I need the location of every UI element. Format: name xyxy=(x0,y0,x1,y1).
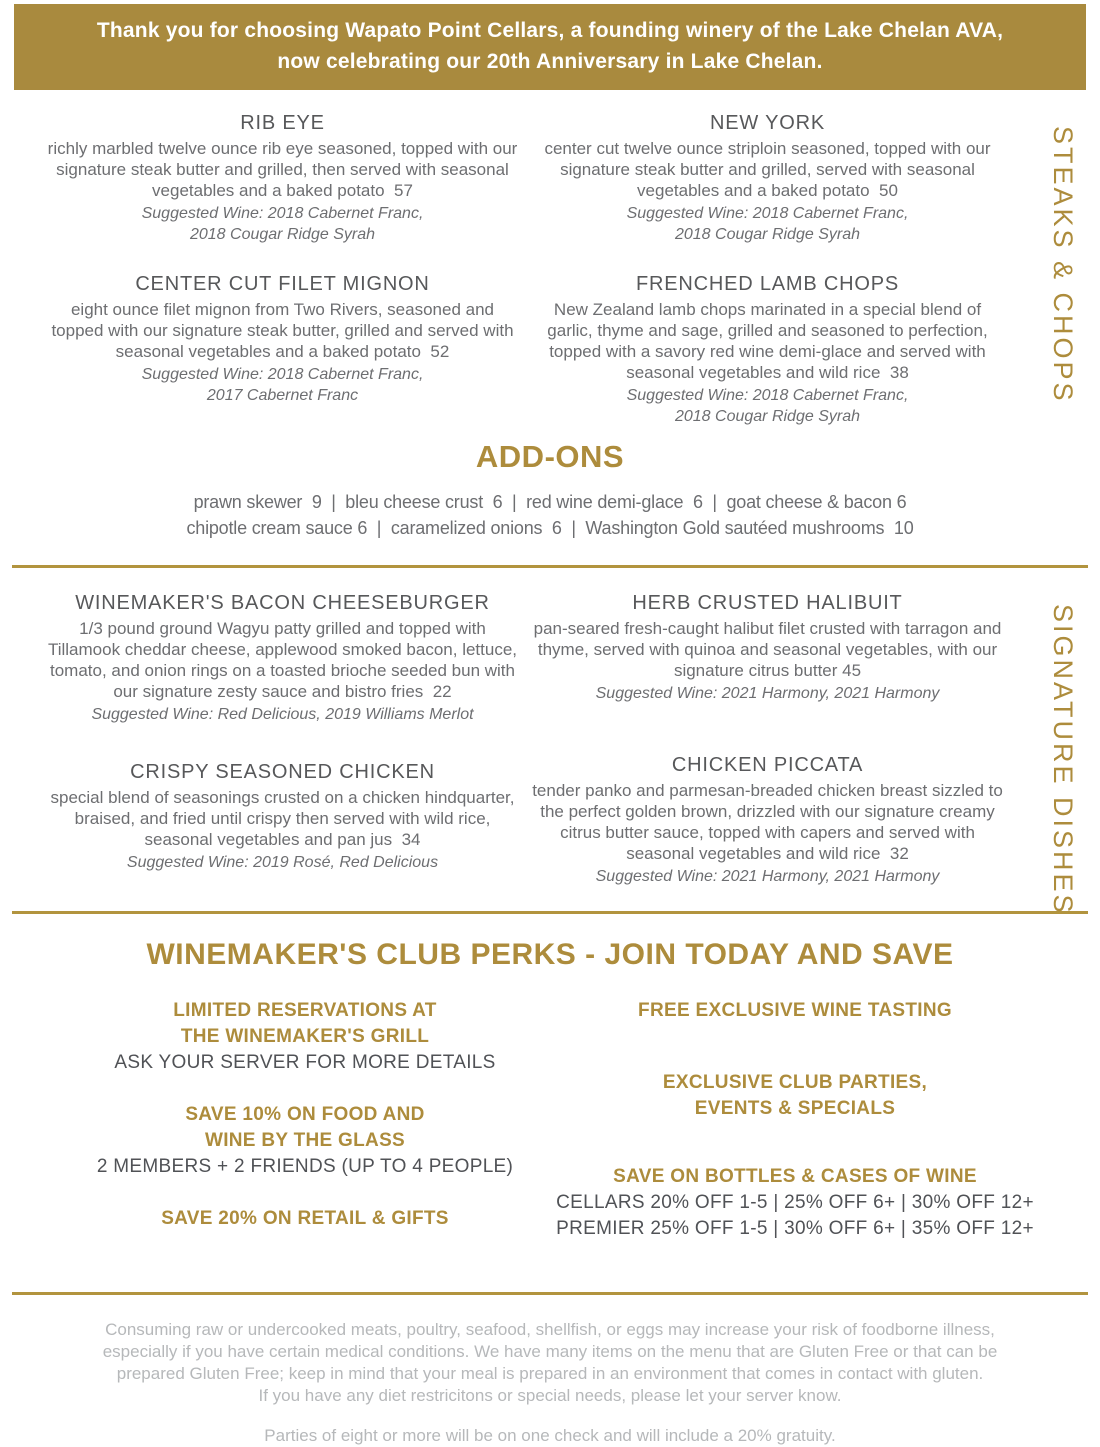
perk-save-bottles-cases xyxy=(556,1164,1034,1242)
perk-save-10-food-wine xyxy=(97,1102,513,1180)
menu-item-center-cut-filet-mignon xyxy=(45,273,520,406)
menu-page xyxy=(0,4,1100,1445)
perk-gold-line: WINE BY THE GLASS xyxy=(204,1130,406,1151)
item-title: HERB CRUSTED HALIBUIT xyxy=(632,592,903,614)
menu-item-crispy-seasoned-chicken xyxy=(45,761,520,873)
section-label-steaks-chops: STEAKS & CHOPS xyxy=(1048,126,1078,404)
steaks-right-column xyxy=(525,112,1010,427)
menu-item-frenched-lamb-chops xyxy=(530,273,1005,427)
signature-left-column xyxy=(40,592,525,887)
perk-limited-reservations xyxy=(114,998,495,1076)
item-description: New Zealand lamb chops marinated in a special blend of garlic, thyme and sage, grilled and seasoned to perfection, topped with a savory red wine demi-glace and served with seasonal vegetables and wild rice 38 xyxy=(547,300,993,382)
perk-exclusive-club-parties xyxy=(663,1070,927,1122)
wine-line: Suggested Wine: 2018 Cabernet Franc, xyxy=(141,366,424,383)
divider xyxy=(12,911,1088,914)
perk-gold-line: LIMITED RESERVATIONS AT xyxy=(173,1000,437,1021)
banner-line2: now celebrating our 20th Anniversary in Lake Chelan. xyxy=(277,50,823,73)
signature-dishes-section xyxy=(0,592,1100,887)
gratuity-note: Parties of eight or more will be on one check and will include a 20% gratuity. xyxy=(264,1426,836,1445)
item-description: special blend of seasonings crusted on a chicken hindquarter, braised, and fried until crispy then served with wild rice, seasonal vegetables and pan jus 34 xyxy=(50,788,520,849)
divider xyxy=(12,565,1088,568)
item-wine-pairing: Suggested Wine: Red Delicious, 2019 Williams Merlot xyxy=(91,706,474,723)
perk-dark-line: PREMIER 25% OFF 1-5 | 30% OFF 6+ | 35% OFF 12+ xyxy=(556,1218,1034,1239)
perk-gold-line: EXCLUSIVE CLUB PARTIES, xyxy=(662,1072,928,1093)
addons-line1: prawn skewer 9 | bleu cheese crust 6 | red wine demi-glace 6 | goat cheese & bacon 6 xyxy=(193,492,907,512)
item-description: pan-seared fresh-caught halibut filet crusted with tarragon and thyme, served with quinoa and seasonal vegetables, with our signature citrus butter 45 xyxy=(533,619,1007,680)
item-title: FRENCHED LAMB CHOPS xyxy=(635,273,899,295)
menu-item-winemakers-bacon-cheeseburger xyxy=(45,592,520,725)
banner xyxy=(14,4,1086,90)
item-wine-pairing: Suggested Wine: 2021 Harmony, 2021 Harmony xyxy=(595,868,940,885)
club-perks-columns xyxy=(0,998,1100,1268)
menu-item-new-york xyxy=(530,112,1005,245)
club-left-column xyxy=(60,998,550,1268)
perk-gold-line: SAVE ON BOTTLES & CASES OF WINE xyxy=(613,1166,977,1187)
addons-line2: chipotle cream sauce 6 | caramelized onions 6 | Washington Gold sautéed mushrooms 10 xyxy=(186,518,914,538)
perk-gold-line: SAVE 20% ON RETAIL & GIFTS xyxy=(161,1208,449,1229)
item-wine-pairing: Suggested Wine: 2019 Rosé, Red Delicious xyxy=(126,854,439,871)
perk-gold-line: THE WINEMAKER'S GRILL xyxy=(180,1026,430,1047)
disclaimer-line: Consuming raw or undercooked meats, poultry, seafood, shellfish, or eggs may increase your risk of foodborne illness, xyxy=(105,1320,995,1339)
perk-gold-line: FREE EXCLUSIVE WINE TASTING xyxy=(638,1000,952,1021)
disclaimer-line: If you have any diet restricitons or special needs, please let your server know. xyxy=(258,1386,842,1405)
perk-gold-line: EVENTS & SPECIALS xyxy=(694,1098,896,1119)
steaks-chops-section xyxy=(0,112,1100,427)
item-title: WINEMAKER'S BACON CHEESEBURGER xyxy=(75,592,490,614)
item-description: eight ounce filet mignon from Two Rivers, seasoned and topped with our signature steak butter, grilled and served with seasonal vegetables and a baked potato 52 xyxy=(51,300,519,361)
perk-dark-line: ASK YOUR SERVER FOR MORE DETAILS xyxy=(114,1052,496,1073)
item-description: richly marbled twelve ounce rib eye seasoned, topped with our signature steak butter and grilled, then served with seasonal vegetables and a baked potato 57 xyxy=(47,139,523,200)
item-title: RIB EYE xyxy=(240,112,325,134)
club-right-column xyxy=(550,998,1040,1268)
item-description: tender panko and parmesan-breaded chicken breast sizzled to the perfect golden brown, drizzled with our signature creamy citrus butter sauce, topped with capers and served with seasonal vegetables and wild rice 32 xyxy=(532,781,1008,863)
wine-line: Suggested Wine: 2018 Cabernet Franc, xyxy=(141,205,424,222)
perk-dark-line: CELLARS 20% OFF 1-5 | 25% OFF 6+ | 30% OFF 12+ xyxy=(556,1192,1034,1213)
club-perks-section xyxy=(0,938,1100,1268)
wine-line: 2017 Cabernet Franc xyxy=(206,387,359,404)
perk-save-20-retail-gifts xyxy=(161,1206,449,1232)
banner-line1: Thank you for choosing Wapato Point Cellars, a founding winery of the Lake Chelan AVA, xyxy=(96,19,1004,42)
wine-line: Suggested Wine: 2018 Cabernet Franc, xyxy=(626,387,909,404)
perk-gold-line: SAVE 10% ON FOOD AND xyxy=(185,1104,425,1125)
item-title: CRISPY SEASONED CHICKEN xyxy=(130,761,435,783)
addons-section xyxy=(0,439,1100,541)
item-title: CHICKEN PICCATA xyxy=(671,754,864,776)
perk-dark-line: 2 MEMBERS + 2 FRIENDS (UP TO 4 PEOPLE) xyxy=(96,1156,514,1177)
disclaimer-line: prepared Gluten Free; keep in mind that your meal is prepared in an environment that comes in contact with gluten. xyxy=(116,1364,984,1383)
menu-item-rib-eye xyxy=(45,112,523,245)
section-label-signature-dishes: SIGNATURE DISHES xyxy=(1048,604,1078,916)
item-wine-pairing xyxy=(530,203,1005,245)
wine-line: Suggested Wine: 2018 Cabernet Franc, xyxy=(626,205,909,222)
item-description: 1/3 pound ground Wagyu patty grilled and topped with Tillamook cheddar cheese, applewood smoked bacon, lettuce, tomato, and onion rings on a toasted brioche seeded bun with our signature zesty sauce and bistro fries 22 xyxy=(47,619,522,701)
wine-line: 2018 Cougar Ridge Syrah xyxy=(674,408,860,425)
item-wine-pairing xyxy=(45,364,520,406)
club-perks-title: WINEMAKER'S CLUB PERKS - JOIN TODAY AND SAVE xyxy=(146,938,954,971)
item-description: center cut twelve ounce striploin seasoned, topped with our signature steak butter and grilled, served with seasonal vegetables and a baked potato 50 xyxy=(544,139,996,200)
menu-item-chicken-piccata xyxy=(530,754,1008,887)
item-title: CENTER CUT FILET MIGNON xyxy=(135,273,430,295)
perk-free-wine-tasting xyxy=(638,998,952,1024)
item-wine-pairing xyxy=(45,203,520,245)
divider xyxy=(12,1292,1088,1295)
item-title: NEW YORK xyxy=(710,112,825,134)
addons-title: ADD-ONS xyxy=(475,439,625,474)
footer xyxy=(0,1319,1100,1447)
disclaimer-line: especially if you have certain medical conditions. We have many items on the menu that are Gluten Free or that can be xyxy=(102,1342,998,1361)
item-wine-pairing: Suggested Wine: 2021 Harmony, 2021 Harmony xyxy=(595,685,940,702)
menu-item-herb-crusted-halibut xyxy=(530,592,1005,704)
signature-right-column xyxy=(525,592,1010,887)
wine-line: 2018 Cougar Ridge Syrah xyxy=(674,226,860,243)
item-wine-pairing xyxy=(530,385,1005,427)
steaks-left-column xyxy=(40,112,525,427)
wine-line: 2018 Cougar Ridge Syrah xyxy=(189,226,375,243)
